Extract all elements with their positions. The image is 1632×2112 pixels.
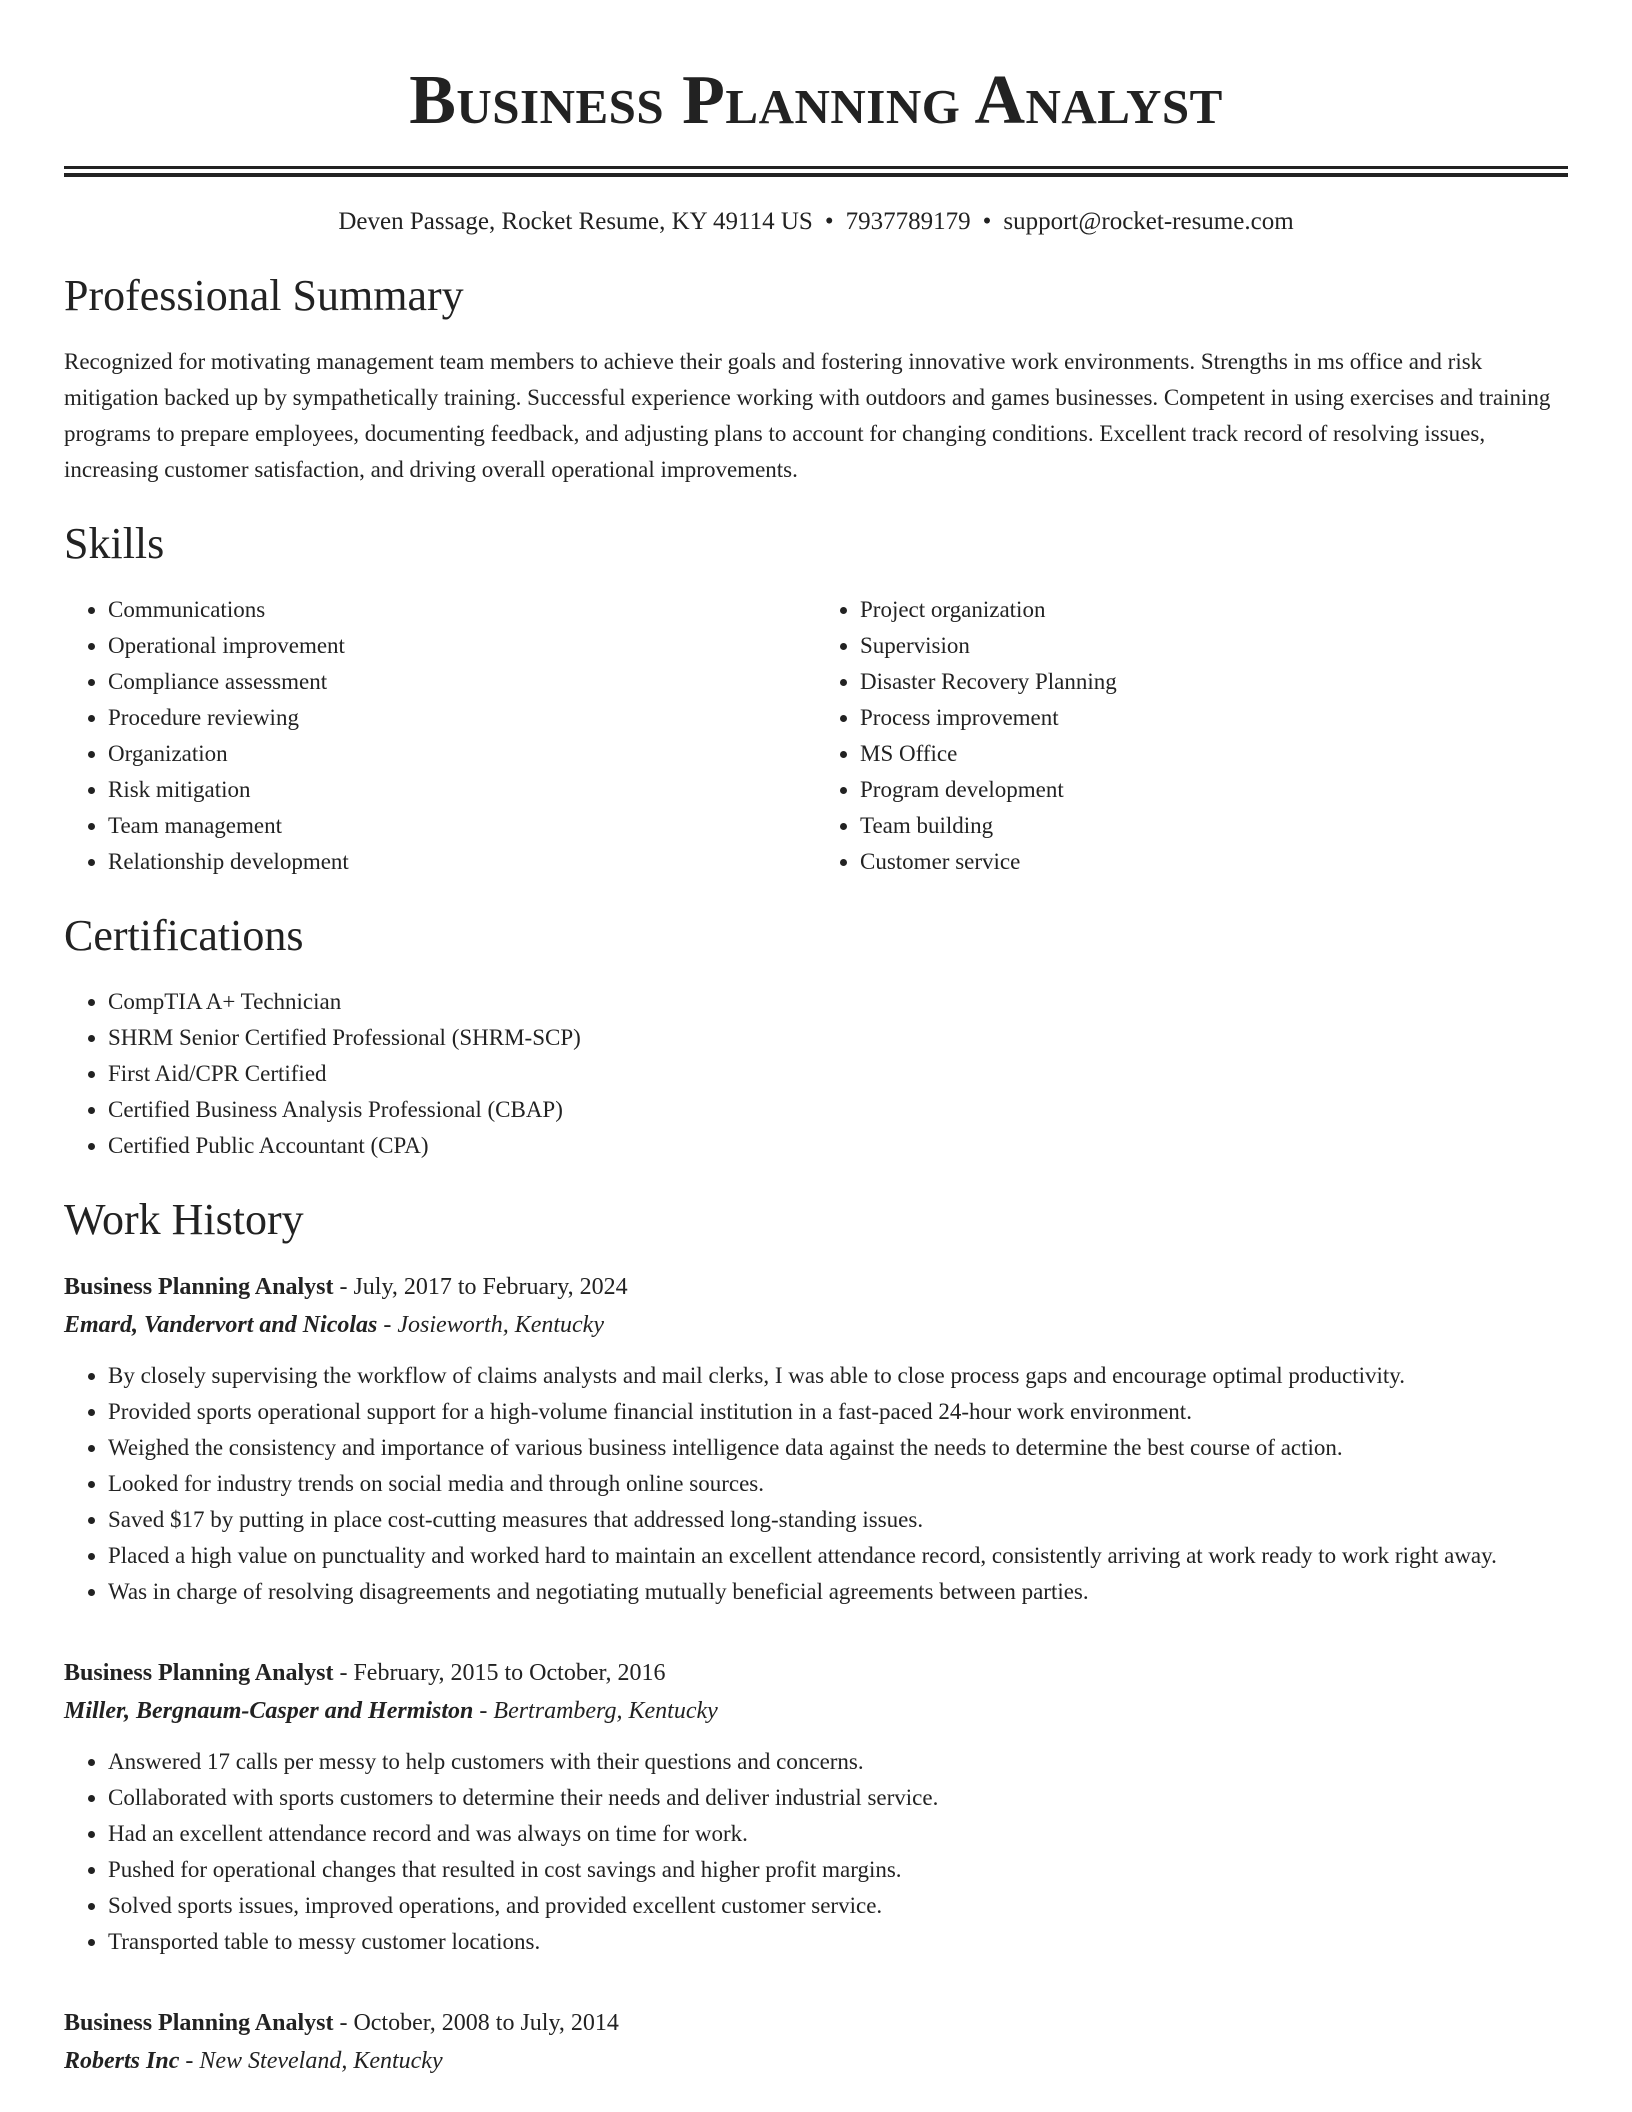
job-location: Josieworth, Kentucky xyxy=(397,1312,604,1338)
skill-item: • Customer service xyxy=(860,844,1568,880)
skills-section xyxy=(64,519,1568,880)
job-company-line: Roberts Inc - New Steveland, Kentucky xyxy=(64,2048,443,2074)
job-entry xyxy=(64,2004,1568,2080)
job-company-line: Emard, Vandervort and Nicolas - Josieworth, Kentucky xyxy=(64,1312,604,1338)
job-title-line: Business Planning Analyst - October, 2008 to July, 2014 xyxy=(64,2010,619,2036)
summary-heading: Professional Summary xyxy=(64,271,464,320)
job-company: Roberts Inc xyxy=(64,2048,180,2074)
job-bullet: • Saved $17 by putting in place cost-cutting measures that addressed long-standing issues. xyxy=(108,1502,1568,1538)
skill-item: • Organization xyxy=(108,736,816,772)
job-bullet: • Pushed for operational changes that resulted in cost savings and higher profit margins. xyxy=(108,1852,1568,1888)
skill-item: • Procedure reviewing xyxy=(108,700,816,736)
skill-item: • Operational improvement xyxy=(108,628,816,664)
job-bullet: • By closely supervising the workflow of claims analysts and mail clerks, I was able to close process gaps and encourage optimal productivity. xyxy=(108,1358,1568,1394)
skill-item: • Relationship development xyxy=(108,844,816,880)
skill-item: • Communications xyxy=(108,592,816,628)
work-history-heading: Work History xyxy=(64,1195,304,1244)
skill-item: • MS Office xyxy=(860,736,1568,772)
contact-email: support@rocket-resume.com xyxy=(1003,208,1294,235)
contact-separator: • xyxy=(824,208,834,235)
resume-name: Business Planning Analyst xyxy=(409,62,1223,139)
work-history-section xyxy=(64,1195,1568,2080)
job-bullet: • Collaborated with sports customers to determine their needs and deliver industrial service. xyxy=(108,1780,1568,1816)
summary-text: Recognized for motivating management team members to achieve their goals and fostering innovative work environments. Strengths in ms office and risk mitigation backed up by sympathetically training. Successful experience working with outdoors and games businesses. Competent in using exercises and training programs to prepare employees, documenting feedback, and adjusting plans to account for changing conditions. Excellent track record of resolving issues, increasing customer satisfaction, and driving overall operational improvements. xyxy=(64,349,1551,482)
job-title: Business Planning Analyst xyxy=(64,1660,334,1686)
contact-address: Deven Passage, Rocket Resume, KY 49114 US xyxy=(338,208,813,235)
certifications-list xyxy=(64,984,1568,1164)
job-dates: July, 2017 to February, 2024 xyxy=(353,1274,628,1300)
certifications-heading: Certifications xyxy=(64,911,304,960)
job-bullet: • Transported table to messy customer locations. xyxy=(108,1924,1568,1960)
job-title-line: Business Planning Analyst - July, 2017 to February, 2024 xyxy=(64,1274,628,1300)
skill-item: • Process improvement xyxy=(860,700,1568,736)
skills-heading: Skills xyxy=(64,519,165,568)
skill-item: • Team management xyxy=(108,808,816,844)
skill-item: • Supervision xyxy=(860,628,1568,664)
job-company: Emard, Vandervort and Nicolas xyxy=(64,1312,378,1338)
job-bullet: • Was in charge of resolving disagreements and negotiating mutually beneficial agreements between parties. xyxy=(108,1574,1568,1610)
contact-separator: • xyxy=(982,208,992,235)
job-dates: October, 2008 to July, 2014 xyxy=(353,2010,619,2036)
job-title: Business Planning Analyst xyxy=(64,2010,334,2036)
job-company: Miller, Bergnaum-Casper and Hermiston xyxy=(64,1698,474,1724)
certification-item: • First Aid/CPR Certified xyxy=(108,1056,1568,1092)
skill-item: • Program development xyxy=(860,772,1568,808)
job-bullet: • Solved sports issues, improved operations, and provided excellent customer service. xyxy=(108,1888,1568,1924)
header-double-rule xyxy=(64,166,1568,177)
job-company-line: Miller, Bergnaum-Casper and Hermiston - Bertramberg, Kentucky xyxy=(64,1698,718,1724)
skill-item: • Disaster Recovery Planning xyxy=(860,664,1568,700)
job-bullet: • Looked for industry trends on social media and through online sources. xyxy=(108,1466,1568,1502)
job-entry xyxy=(64,1654,1568,1960)
skill-item: • Project organization xyxy=(860,592,1568,628)
job-location: New Steveland, Kentucky xyxy=(199,2048,443,2074)
job-bullet: • Weighed the consistency and importance of various business intelligence data against the needs to determine the best course of action. xyxy=(108,1430,1568,1466)
job-bullet: • Placed a high value on punctuality and worked hard to maintain an excellent attendance record, consistently arriving at work ready to work right away. xyxy=(108,1538,1568,1574)
job-bullets xyxy=(64,1744,1568,1960)
summary-section xyxy=(64,271,1568,488)
skills-grid xyxy=(64,592,1568,880)
skill-item: • Risk mitigation xyxy=(108,772,816,808)
job-bullet: • Provided sports operational support for a high-volume financial institution in a fast-paced 24-hour work environment. xyxy=(108,1394,1568,1430)
certification-item: • CompTIA A+ Technician xyxy=(108,984,1568,1020)
job-bullet: • Had an excellent attendance record and was always on time for work. xyxy=(108,1816,1568,1852)
skills-list-right xyxy=(816,592,1568,880)
certification-item: • SHRM Senior Certified Professional (SHRM-SCP) xyxy=(108,1020,1568,1056)
certification-item: • Certified Public Accountant (CPA) xyxy=(108,1128,1568,1164)
job-bullets xyxy=(64,1358,1568,1610)
job-title-line: Business Planning Analyst - February, 2015 to October, 2016 xyxy=(64,1660,666,1686)
contact-line xyxy=(64,209,1568,234)
skill-item: • Compliance assessment xyxy=(108,664,816,700)
job-bullet: • Answered 17 calls per messy to help customers with their questions and concerns. xyxy=(108,1744,1568,1780)
certification-item: • Certified Business Analysis Professional (CBAP) xyxy=(108,1092,1568,1128)
job-title: Business Planning Analyst xyxy=(64,1274,334,1300)
job-entry xyxy=(64,1268,1568,1610)
job-dates: February, 2015 to October, 2016 xyxy=(353,1660,666,1686)
job-location: Bertramberg, Kentucky xyxy=(493,1698,718,1724)
skills-list-left xyxy=(64,592,816,880)
skill-item: • Team building xyxy=(860,808,1568,844)
certifications-section xyxy=(64,911,1568,1164)
contact-phone: 7937789179 xyxy=(845,208,971,235)
